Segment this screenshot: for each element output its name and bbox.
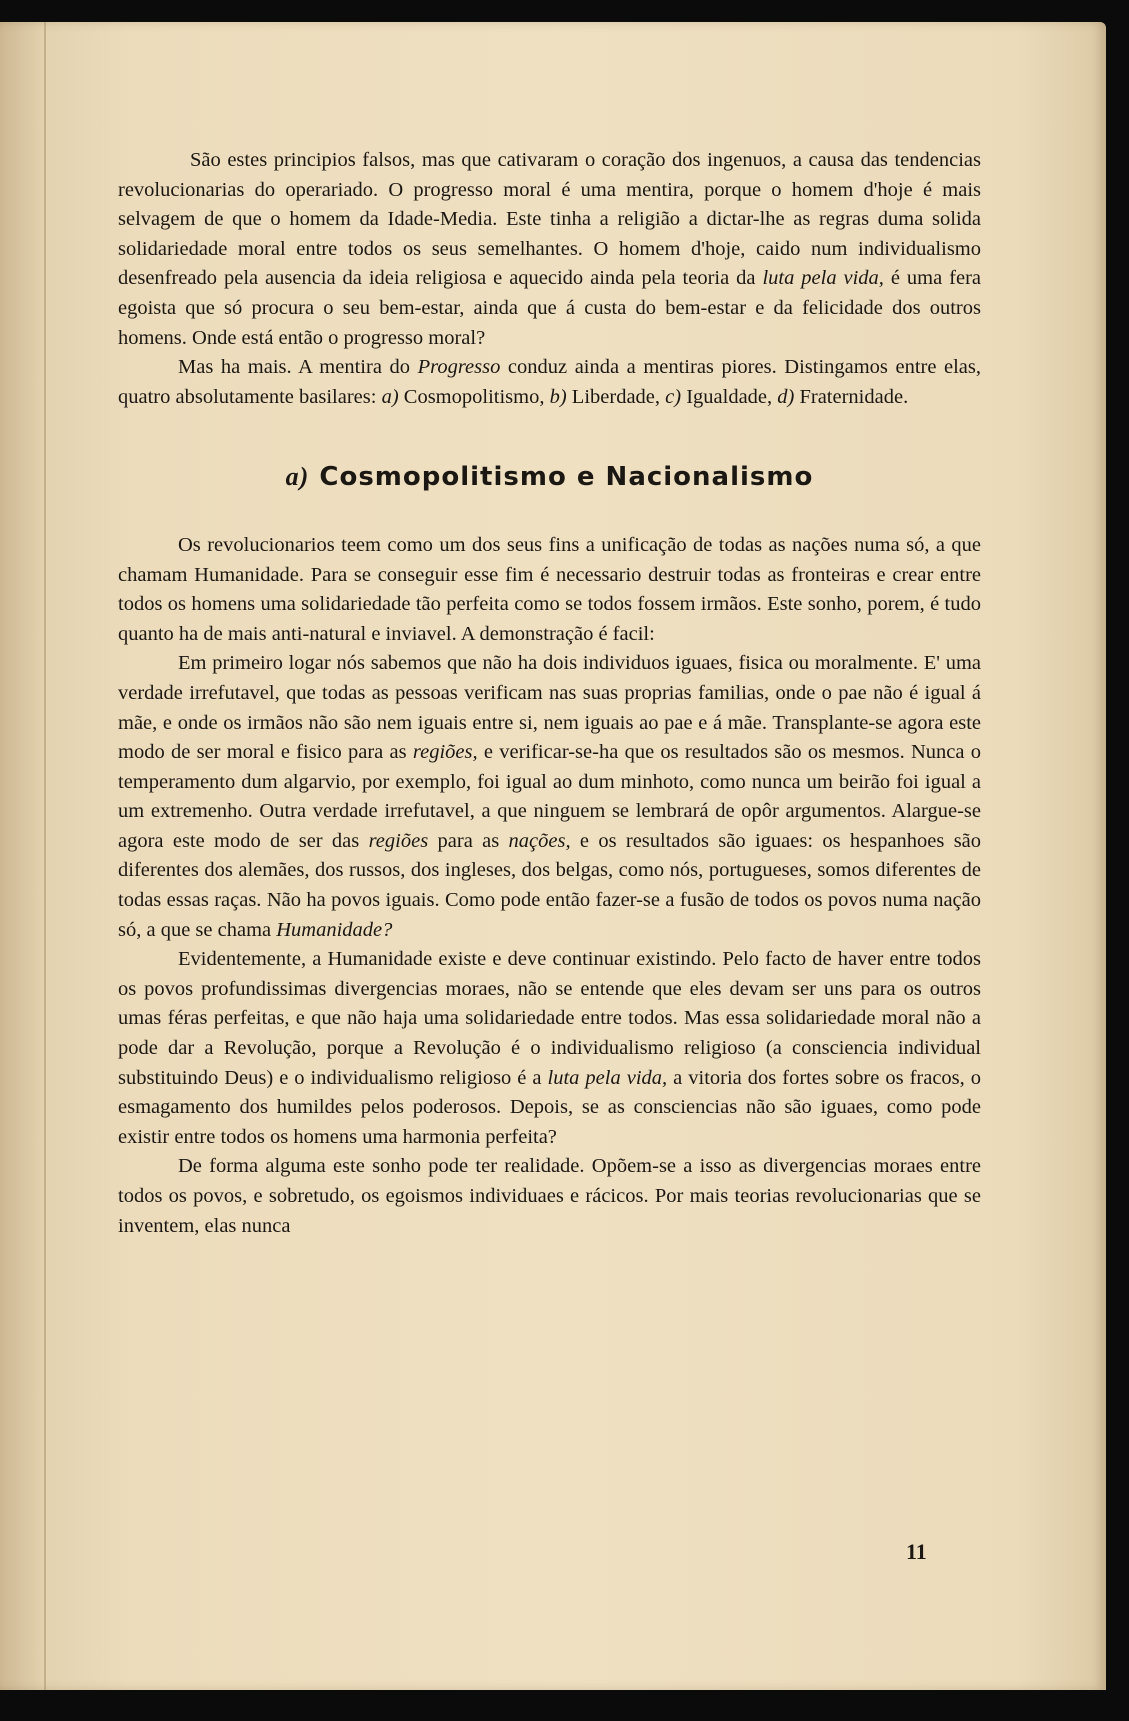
- paragraph-4: [118, 649, 981, 945]
- paragraph-1-text-b: é uma fera egoista que só procura o seu bem-estar, ainda que á custa do bem-estar e da felicidade dos outros homens. Onde está então o progresso moral?: [118, 267, 982, 349]
- paragraph-2: [118, 353, 981, 412]
- p4-a: Em primeiro logar nós sabemos que não ha dois individuos iguaes, fisica ou moralmente. E' uma verdade irrefutavel, que todas as pessoas verificam nas suas proprias familias, onde o pae não é igual á mãe, e onde os irmãos não são nem iguais entre si, nem iguais ao pae e á mãe. Transplante-se agora este modo de ser moral e fisico para as: [118, 652, 981, 764]
- p4-g: e os resultados são iguaes: os hespanhoes são diferentes dos alemães, dos russos, dos ingleses, dos belgas, como nós, portugueses, somos diferentes de todas essas raças. Não ha povos iguais. Como pode então fazer-se a fusão de todos os povos numa nação só, a que se chama: [118, 829, 982, 941]
- p2-letter-d: d): [777, 385, 795, 408]
- paragraph-1-italic: luta pela vida,: [762, 267, 884, 290]
- p5-c: a vitoria dos fortes sobre os fracos, o esmagamento dos humildes pelos poderosos. Depois, se as consciencias não são iguaes, como pode existir entre todos os homens uma harmonia perfeita?: [118, 1066, 982, 1148]
- p4-italic-regioes: regiões,: [412, 741, 478, 764]
- p2-italic-progresso: Progresso: [417, 356, 501, 379]
- paragraph-1: [118, 146, 981, 353]
- margin-mark: [52, 1254, 58, 1294]
- p4-italic-nacoes: nações,: [508, 829, 571, 852]
- p5-italic-luta: luta pela vida,: [547, 1066, 668, 1089]
- p2-e: Cosmopolitismo,: [403, 385, 545, 408]
- paragraph-5: [118, 945, 981, 1152]
- p4-e: para as: [437, 829, 500, 852]
- p2-c: conduz ainda a mentiras piores. Distingamos entre elas, quatro absolutamente basilares:: [118, 356, 982, 408]
- p4-italic-humanidade: Humanidade?: [276, 918, 393, 941]
- p2-g: Liberdade,: [571, 385, 661, 408]
- p2-letter-c: c): [665, 385, 682, 408]
- paragraph-3: Os revolucionarios teem como um dos seus fins a unificação de todas as nações numa só, a que chamam Humanidade. Para se conseguir esse fim é necessario destruir todas as fronteiras e crear entre todos os homens uma solidariedade tão perfeita como se todos fossem irmãos. Este sonho, porem, é tudo quanto ha de mais anti-natural e inviavel. A demonstração é facil:: [118, 533, 981, 645]
- section-heading: [118, 462, 981, 493]
- p4-italic-regioes-2: regiões: [368, 829, 429, 852]
- p2-letter-b: b): [549, 385, 567, 408]
- page-number: 11: [906, 1539, 927, 1564]
- section-letter: a): [285, 462, 310, 492]
- p2-k: Fraternidade.: [799, 385, 909, 408]
- body-text: [118, 146, 981, 1241]
- paragraph-1-text-a: São estes principios falsos, mas que cativaram o coração dos ingenuos, a causa das tendencias revolucionarias do operariado. O progresso moral é uma mentira, porque o homem d'hoje é mais selvagem de que o homem da Idade-Media. Este tinha a religião a dictar-lhe as regras duma solida solidariedade moral entre todos os seus semelhantes. O homem d'hoje, caido num individualismo desenfreado pela ausencia da ideia religiosa e aquecido ainda pela teoria da: [118, 149, 981, 290]
- p2-a: Mas ha mais. A mentira do: [178, 356, 410, 379]
- p4-c: e verificar-se-ha que os resultados são os mesmos. Nunca o temperamento dum algarvio, por exemplo, foi igual ao dum minhoto, como nunca um beirão foi igual a um extremenho. Outra verdade irrefutavel, a que ninguem se lembrará de opôr argumentos. Alargue-se agora este modo de ser das: [118, 741, 981, 852]
- paragraph-6: De forma alguma este sonho pode ter realidade. Opõem-se a isso as divergencias moraes entre todos os povos, e sobretudo, os egoismos individuaes e rácicos. Por mais teorias revolucionarias que se inventem, elas nunca: [118, 1155, 981, 1237]
- p2-letter-a: a): [381, 385, 399, 408]
- p5-a: Evidentemente, a Humanidade existe e deve continuar existindo. Pelo facto de haver entre todos os povos profundissimas divergencias moraes, não se entende que eles devam ser uns para os outros umas féras perfeitas, e que não haja uma solidariedade entre todos. Mas essa solidariedade moral não a pode dar a Revolução, porque a Revolução é o individualismo religioso (a consciencia individual substituindo Deus) e o individualismo religioso é a: [118, 948, 981, 1089]
- book-page: [0, 22, 1106, 1690]
- p2-i: Igualdade,: [686, 385, 773, 408]
- section-title: Cosmopolitismo e Nacionalismo: [319, 462, 814, 493]
- page-fold-line: [44, 22, 46, 1690]
